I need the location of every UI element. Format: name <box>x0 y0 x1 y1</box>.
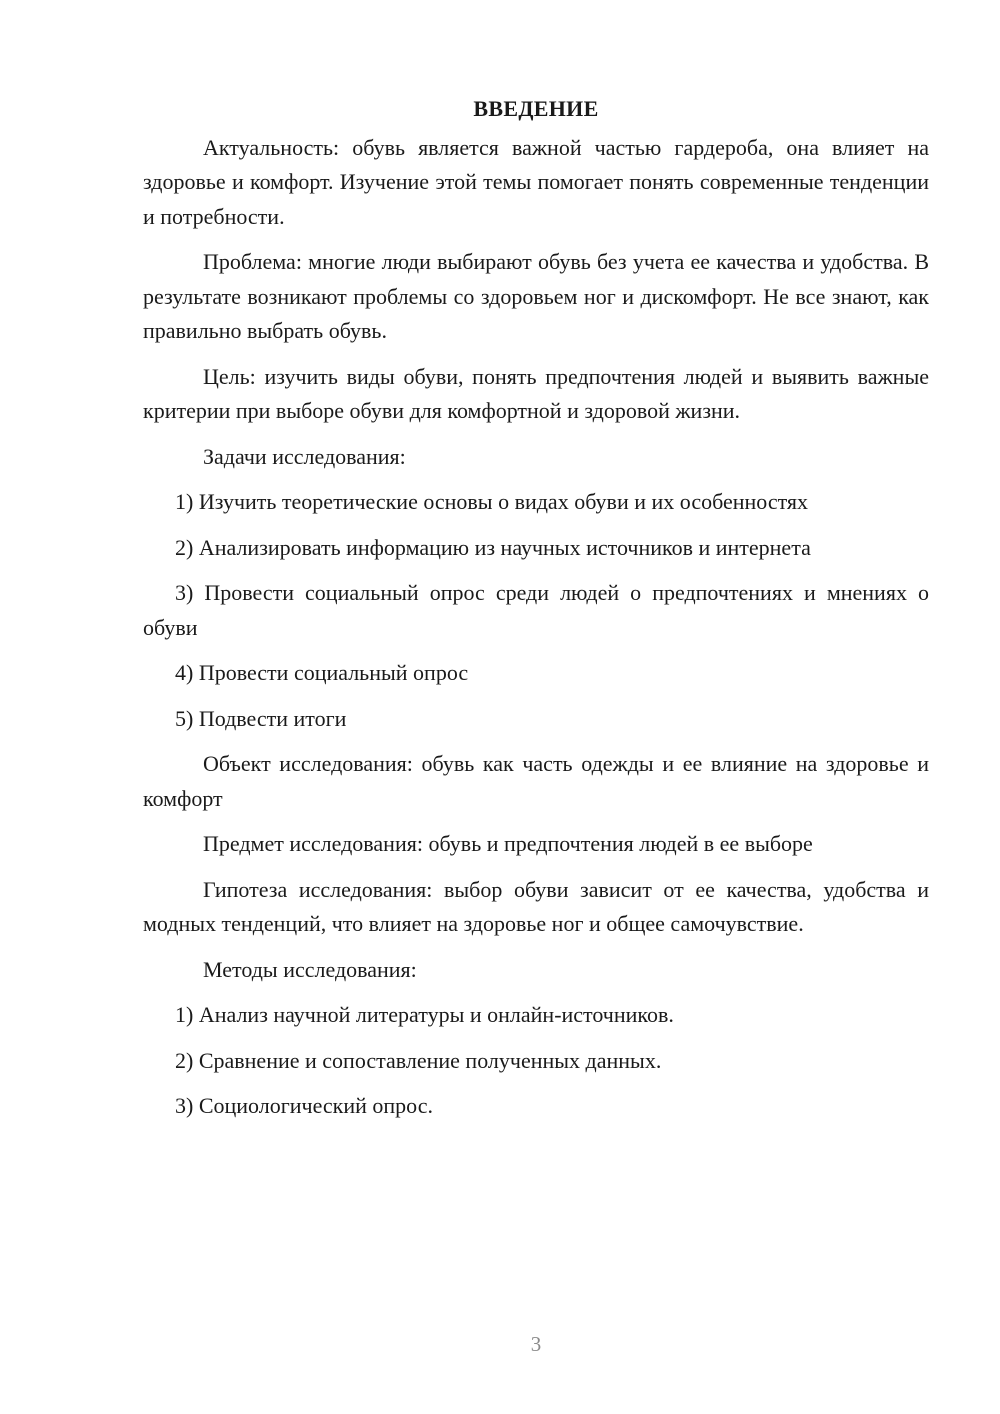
object-paragraph: Объект исследования: обувь как часть одежды и ее влияние на здоровье и комфорт <box>143 751 929 811</box>
methods-heading: Методы исследования: <box>203 956 417 982</box>
hypothesis-paragraph: Гипотеза исследования: выбор обуви зависит от ее качества, удобства и модных тенденций, что влияет на здоровье ног и общее самочувствие. <box>143 876 929 936</box>
document-page <box>143 92 929 1135</box>
page-title: ВВЕДЕНИЕ <box>473 96 599 121</box>
task-item-2: 2) Анализировать информацию из научных источников и интернета <box>175 534 811 560</box>
subject-paragraph: Предмет исследования: обувь и предпочтения людей в ее выборе <box>203 831 813 856</box>
relevance-paragraph: Актуальность: обувь является важной частью гардероба, она влияет на здоровье и комфорт. Изучение этой темы помогает понять современные тенденции и потребности. <box>143 134 929 229</box>
method-item-1: 1) Анализ научной литературы и онлайн-источников. <box>175 1002 674 1027</box>
task-item-3: 3) Провести социальный опрос среди людей о предпочтениях и мнениях о обуви <box>143 580 929 640</box>
method-item-3: 3) Социологический опрос. <box>175 1093 433 1118</box>
task-item-4: 4) Провести социальный опрос <box>175 660 469 685</box>
task-item-5: 5) Подвести итоги <box>175 705 347 731</box>
problem-paragraph: Проблема: многие люди выбирают обувь без учета ее качества и удобства. В результате возникают проблемы со здоровьем ног и дискомфорт. Не все знают, как правильно выбрать обувь. <box>143 249 929 343</box>
goal-paragraph: Цель: изучить виды обуви, понять предпочтения людей и выявить важные критерии при выборе обуви для комфортной и здоровой жизни. <box>143 363 929 423</box>
page-number: 3 <box>530 1332 542 1356</box>
method-item-2: 2) Сравнение и сопоставление полученных данных. <box>175 1047 662 1073</box>
task-item-1: 1) Изучить теоретические основы о видах обуви и их особенностях <box>175 489 809 514</box>
tasks-heading: Задачи исследования: <box>203 443 406 469</box>
